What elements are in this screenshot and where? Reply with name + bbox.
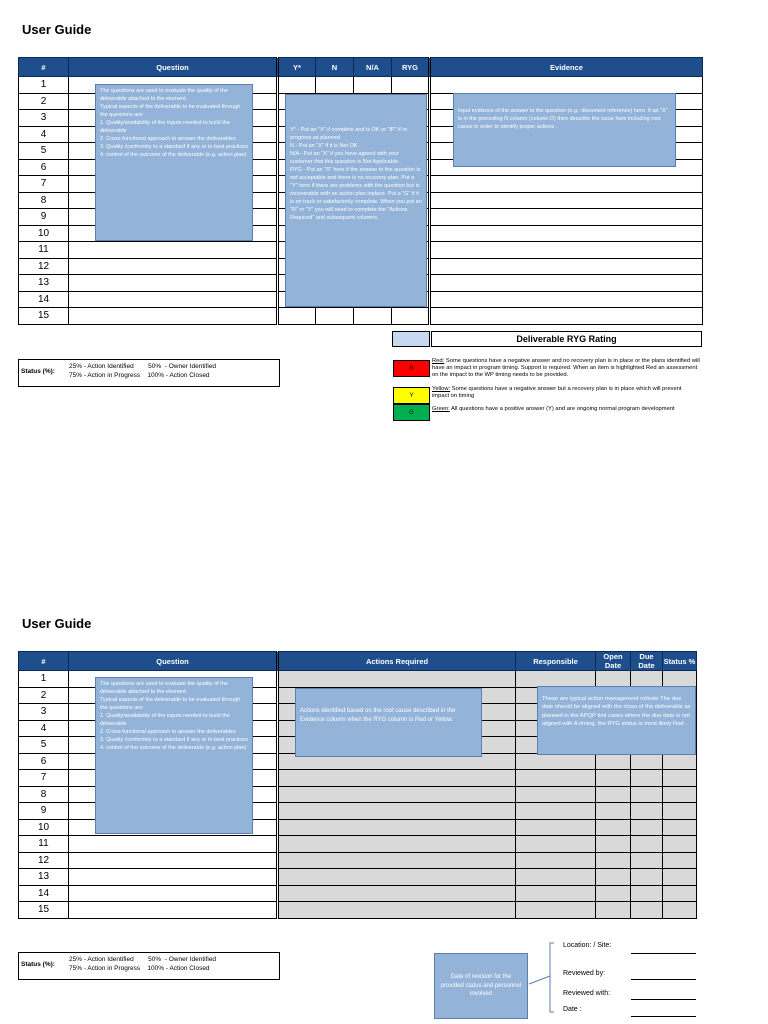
row-cell-open[interactable] xyxy=(596,803,631,820)
row-cell-q[interactable] xyxy=(69,308,278,325)
col2-actions: Actions Required xyxy=(278,652,516,671)
row-number: 10 xyxy=(19,819,69,836)
row-number: 2 xyxy=(19,687,69,704)
row-number: 7 xyxy=(19,176,69,193)
row-cell-open[interactable] xyxy=(596,902,631,919)
location-label: Location: / Site: xyxy=(563,942,612,949)
row-number: 15 xyxy=(19,902,69,919)
row-cell-open[interactable] xyxy=(596,836,631,853)
row-number: 14 xyxy=(19,885,69,902)
row-cell-act[interactable] xyxy=(278,902,516,919)
milestone-note: These are typical action management milesto The due date should be aligned with the closu of the deliverable as planned in the APQP timi cases where the due date is not aligned with A timing, the RYG status is most likely Red . xyxy=(537,686,696,755)
row-cell-ev[interactable] xyxy=(430,225,703,242)
table-row xyxy=(19,869,697,886)
row-cell-open[interactable] xyxy=(596,671,631,688)
row-cell-n[interactable] xyxy=(316,308,354,325)
status-line2-2: 75% - Action in Progress 100% - Action Closed xyxy=(69,965,210,972)
row-cell-act[interactable] xyxy=(278,819,516,836)
row-cell-ev[interactable] xyxy=(430,242,703,259)
row-cell-resp[interactable] xyxy=(516,786,596,803)
row-cell-stat[interactable] xyxy=(663,803,697,820)
row-number: 8 xyxy=(19,786,69,803)
row-number: 7 xyxy=(19,770,69,787)
green-swatch: G xyxy=(393,404,430,421)
row-cell-resp[interactable] xyxy=(516,819,596,836)
row-cell-ev[interactable] xyxy=(430,291,703,308)
row-cell-open[interactable] xyxy=(596,819,631,836)
row-number: 3 xyxy=(19,110,69,127)
yellow-description: Yellow: Some questions have a negative answer but a recovery plan is in place which will prevent impact on timing xyxy=(432,386,682,400)
reviewed-by-label: Reviewed by: xyxy=(563,970,606,977)
page-title: User Guide xyxy=(22,22,92,37)
row-cell-due[interactable] xyxy=(631,819,663,836)
row-cell-open[interactable] xyxy=(596,786,631,803)
table-row xyxy=(19,902,697,919)
row-cell-q[interactable] xyxy=(69,902,278,919)
row-number: 15 xyxy=(19,308,69,325)
row-cell-n[interactable] xyxy=(316,77,354,94)
status-label: Status (%): xyxy=(21,368,55,375)
row-cell-open[interactable] xyxy=(596,869,631,886)
row-number: 13 xyxy=(19,869,69,886)
row-number: 8 xyxy=(19,192,69,209)
reviewed-by-field[interactable] xyxy=(631,979,696,980)
table-row xyxy=(19,836,697,853)
row-cell-due[interactable] xyxy=(631,671,663,688)
col2-open-date: Open Date xyxy=(596,652,631,671)
rating-label: Deliverable RYG Rating xyxy=(431,331,702,347)
table-row xyxy=(19,885,697,902)
row-cell-q[interactable] xyxy=(69,291,278,308)
question-note: The questions are used to evaluate the quality of the deliverable attached to the element. Typical aspects of the deliverable to be evaluated through the questions are: 1. Quality/availability of the inputs needed to build the deliverable 2. Cross-functional approach to answer the deliverables 3. Quality /conformity to a standard if any or to best practices 4. control of the outcome of the deliverable (e.g. action plan) xyxy=(95,84,253,241)
row-cell-ev[interactable] xyxy=(430,275,703,292)
reviewed-with-label: Reviewed with: xyxy=(563,990,611,997)
row-cell-y[interactable] xyxy=(278,77,316,94)
bracket-connector xyxy=(528,940,558,1020)
col-y: Y* xyxy=(278,58,316,77)
row-cell-act[interactable] xyxy=(278,786,516,803)
status-label-2: Status (%): xyxy=(21,961,55,968)
row-cell-due[interactable] xyxy=(631,753,663,770)
status-legend-2 xyxy=(18,952,280,980)
row-number: 6 xyxy=(19,159,69,176)
row-cell-stat[interactable] xyxy=(663,671,697,688)
row-cell-due[interactable] xyxy=(631,836,663,853)
location-field[interactable] xyxy=(631,953,696,954)
row-number: 6 xyxy=(19,753,69,770)
row-cell-act[interactable] xyxy=(278,671,516,688)
row-cell-stat[interactable] xyxy=(663,819,697,836)
green-description: Green: All questions have a positive answer (Y) and are ongoing normal program development xyxy=(432,406,675,412)
page2-title: User Guide xyxy=(22,616,92,631)
row-cell-stat[interactable] xyxy=(663,902,697,919)
col2-responsible: Responsible xyxy=(516,652,596,671)
row-cell-resp[interactable] xyxy=(516,753,596,770)
row-cell-stat[interactable] xyxy=(663,885,697,902)
row-number: 5 xyxy=(19,143,69,160)
row-cell-ev[interactable] xyxy=(430,192,703,209)
red-description: Red: Some questions have a negative answer and no recovery plan is in place or the plans identified will have an impact in program timing. Support is required. When an item is highlighted Red an assessment on the impact to the WP timing needs to be provided. xyxy=(432,358,700,379)
row-cell-q[interactable] xyxy=(69,242,278,259)
row-cell-open[interactable] xyxy=(596,885,631,902)
row-cell-due[interactable] xyxy=(631,902,663,919)
status-line2: 75% - Action in Progress 100% - Action Closed xyxy=(69,372,210,379)
row-number: 12 xyxy=(19,852,69,869)
row-cell-resp[interactable] xyxy=(516,803,596,820)
row-cell-q[interactable] xyxy=(69,885,278,902)
actions-note: Actions identified based on the root cause described in the Evidence column when the RYG column is Red or Yellow. xyxy=(295,688,482,757)
row-cell-due[interactable] xyxy=(631,803,663,820)
row-number: 9 xyxy=(19,209,69,226)
row-cell-act[interactable] xyxy=(278,803,516,820)
col-num: # xyxy=(19,58,69,77)
row-number: 5 xyxy=(19,737,69,754)
row-number: 4 xyxy=(19,126,69,143)
row-number: 10 xyxy=(19,225,69,242)
row-cell-y[interactable] xyxy=(278,308,316,325)
status-legend xyxy=(18,359,280,387)
evidence-note: Input evidence of the answer to the question (e.g.: document reference) here. If an "X" is in the preceding N column (column D) then describe the issue here including root cause in order to identify proper actions . xyxy=(453,93,676,167)
ryg-note: Y* - Put an "X" if complete and is OK or "IP" if in-progress as planned. N - Put an "X" if it is Not OK . N/A - Put an "X" if you have agreed with your customer that this question is Not Applicable. RYG - Put an "R" here if the answer to the question is not acceptable and there is no recovery plan. Put a "Y" here if there are problems with the question but is recoverable with an action plan inplace. Put a "G" if it is on track or satisfactorily complete. When you put an "R" or "Y" you will need to complete the "Actions Required" and subsequent columns. xyxy=(285,94,427,307)
row-cell-ev[interactable] xyxy=(430,176,703,193)
row-number: 14 xyxy=(19,291,69,308)
row-cell-resp[interactable] xyxy=(516,671,596,688)
row-number: 13 xyxy=(19,275,69,292)
row-cell-act[interactable] xyxy=(278,885,516,902)
row-number: 9 xyxy=(19,803,69,820)
red-swatch: R xyxy=(393,360,430,377)
status-line1: 25% - Action Identified 50% - Owner Identified xyxy=(69,363,217,370)
row-number: 1 xyxy=(19,671,69,688)
table-row xyxy=(19,308,703,325)
question-note-2: The questions are used to evaluate the quality of the deliverable attached to the element. Typical aspects of the deliverable to be evaluated through the questions are: 1. Quality/availability of the inputs needed to build the deliverable 2. Cross-functional approach to answer the deliverables 3. Quality /conformity to a standard if any or to best practices 4. control of the outcome of the deliverable (e.g. action plan) xyxy=(95,677,253,834)
row-cell-q[interactable] xyxy=(69,836,278,853)
row-cell-due[interactable] xyxy=(631,770,663,787)
row-cell-ryg[interactable] xyxy=(392,77,430,94)
col-n: N xyxy=(316,58,354,77)
col2-question: Question xyxy=(69,652,278,671)
row-cell-stat[interactable] xyxy=(663,869,697,886)
row-cell-q[interactable] xyxy=(69,869,278,886)
row-cell-resp[interactable] xyxy=(516,885,596,902)
row-number: 4 xyxy=(19,720,69,737)
row-cell-open[interactable] xyxy=(596,753,631,770)
row-cell-open[interactable] xyxy=(596,852,631,869)
row-number: 11 xyxy=(19,242,69,259)
row-cell-act[interactable] xyxy=(278,836,516,853)
col-na: N/A xyxy=(354,58,392,77)
row-cell-due[interactable] xyxy=(631,869,663,886)
revision-note: Date of revision for the provided status and personnel involved xyxy=(434,953,528,1019)
row-cell-act[interactable] xyxy=(278,852,516,869)
row-cell-stat[interactable] xyxy=(663,786,697,803)
col-question: Question xyxy=(69,58,278,77)
row-cell-ev[interactable] xyxy=(430,209,703,226)
row-cell-na[interactable] xyxy=(354,308,392,325)
col-ryg: RYG xyxy=(392,58,430,77)
col2-num: # xyxy=(19,652,69,671)
row-cell-open[interactable] xyxy=(596,770,631,787)
row-cell-q[interactable] xyxy=(69,258,278,275)
row-cell-na[interactable] xyxy=(354,77,392,94)
row-cell-ev[interactable] xyxy=(430,258,703,275)
row-cell-ryg[interactable] xyxy=(392,308,430,325)
row-cell-resp[interactable] xyxy=(516,770,596,787)
row-cell-stat[interactable] xyxy=(663,836,697,853)
status-line1-2: 25% - Action Identified 50% - Owner Identified xyxy=(69,956,217,963)
table-row xyxy=(19,852,697,869)
date-label: Date : xyxy=(563,1006,582,1013)
row-number: 11 xyxy=(19,836,69,853)
row-cell-act[interactable] xyxy=(278,770,516,787)
row-number: 12 xyxy=(19,258,69,275)
col2-due-date: Due Date xyxy=(631,652,663,671)
row-cell-ev[interactable] xyxy=(430,308,703,325)
row-cell-due[interactable] xyxy=(631,852,663,869)
row-cell-resp[interactable] xyxy=(516,869,596,886)
row-cell-q[interactable] xyxy=(69,852,278,869)
row-cell-due[interactable] xyxy=(631,786,663,803)
col2-status: Status % xyxy=(663,652,697,671)
row-cell-resp[interactable] xyxy=(516,902,596,919)
row-cell-act[interactable] xyxy=(278,869,516,886)
yellow-swatch: Y xyxy=(393,387,430,404)
row-cell-q[interactable] xyxy=(69,275,278,292)
row-cell-due[interactable] xyxy=(631,885,663,902)
row-number: 1 xyxy=(19,77,69,94)
row-cell-stat[interactable] xyxy=(663,770,697,787)
row-number: 3 xyxy=(19,704,69,721)
row-cell-resp[interactable] xyxy=(516,852,596,869)
row-cell-stat[interactable] xyxy=(663,852,697,869)
rating-cell[interactable] xyxy=(392,331,430,347)
reviewed-with-field[interactable] xyxy=(631,999,696,1000)
col-evidence: Evidence xyxy=(430,58,703,77)
row-cell-resp[interactable] xyxy=(516,836,596,853)
row-cell-ev[interactable] xyxy=(430,77,703,94)
row-number: 2 xyxy=(19,93,69,110)
row-cell-stat[interactable] xyxy=(663,753,697,770)
date-field[interactable] xyxy=(631,1016,696,1017)
